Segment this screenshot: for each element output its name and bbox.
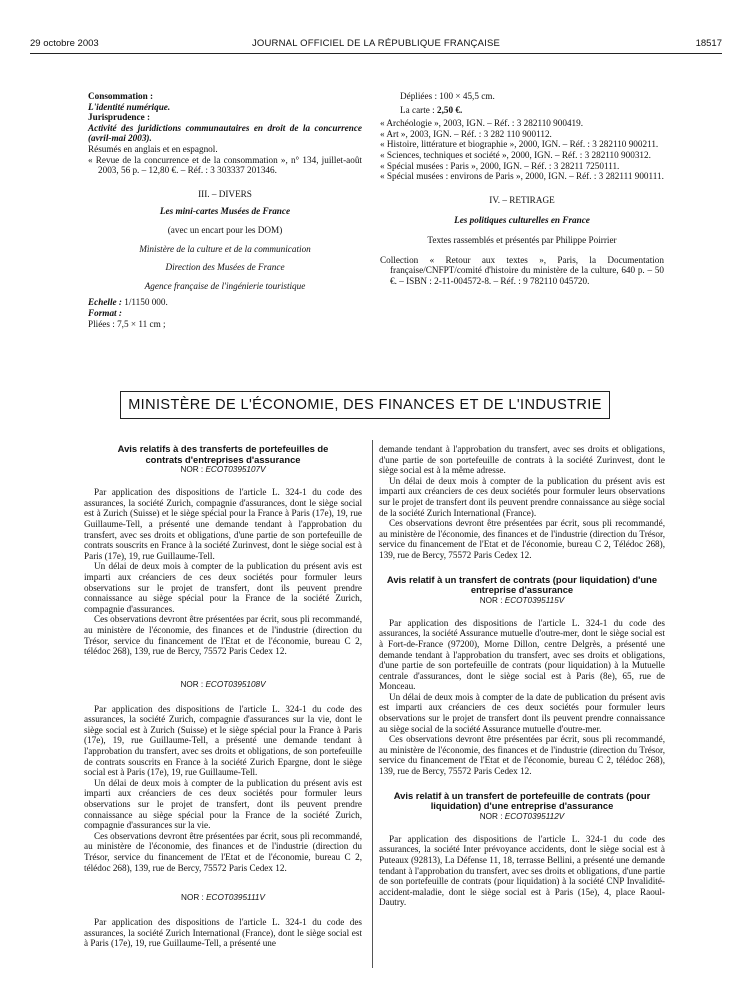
avis-title-contrats: Avis relatif à un transfert de contrats (pour liquidation) d'une entreprise d'assurance xyxy=(386,573,658,596)
nor-reference: NOR : ECOT0395111V xyxy=(181,893,265,903)
header-journal-title: JOURNAL OFFICIEL DE LA RÉPUBLIQUE FRANÇAISE xyxy=(251,38,501,49)
avis-title-transferts: Avis relatifs à des transferts de portefeuilles de contrats d'entreprises d'assurance xyxy=(117,443,329,465)
nor-code: ECOT0395108V xyxy=(205,679,266,689)
paragraph: Par application des dispositions de l'article L. 324-1 du code des assurances, la société Assurance mutuelle d'outre-mer, dont le siège social est à Fort-de-France (97200), Morne Dillon, centre Delgrès, a présenté une demande tendant à l'approbation du transfert, avec ses droits et obligations, d'une partie de son portefeuille de contrats (pour liquidation) à la Mutuelle centrale d'assurances, dont le siège social est à Paris (8e), 65, rue de Monceau. xyxy=(379,617,665,692)
consommation-label: Consommation : xyxy=(88,91,154,101)
paragraph: Ces observations devront être présentées par écrit, sous pli recommandé, au ministère de l'économie, des finances et de l'industrie (direction du Trésor, service du financement de l'Etat et de l'économie, bureau C 2, télédoc 268), 139, rue de Bercy, 75572 Paris Cedex 12. xyxy=(379,734,665,777)
paragraph: Un délai de deux mois à compter de la publication du présent avis est imparti aux créanciers de ces deux sociétés pour formuler leurs observations sur le projet de transfert dont ils peuvent prendre connaissance au siège social de la société Zurich International (France). xyxy=(379,475,665,518)
paragraph: Par application des dispositions de l'article L. 324-1 du code des assurances, la société Zurich, compagnie d'assurances, dont le siège social est à Zurich (Suisse) et le siège spécial pour la France à Paris (17e), 19, rue Guillaume-Tell, a présenté une demande tendant à l'approbation du transfert, avec ses droits et obligations, d'une partie de son portefeuille de contrats souscrits en France à la société Zurinvest, dont le siège social est à Paris (17e), 19, rue Guillaume-Tell. xyxy=(84,487,362,561)
nor-reference: NOR : ECOT0395112V xyxy=(479,811,565,821)
avis-title-portefeuille: Avis relatif à un transfert de portefeuille de contrats (pour liquidation) d'une entreprise d'assurance xyxy=(393,789,651,812)
map-item: « Histoire, littérature et biographie », 2000, IGN. – Réf. : 3 282110 900211. xyxy=(380,139,659,150)
map-item: « Spécial musées : Paris », 2000, IGN. – Réf. : 3 28211 7250111. xyxy=(380,160,620,171)
format-label: Format : xyxy=(88,307,122,318)
column-divider xyxy=(372,440,373,968)
paragraph: Par application des dispositions de l'article L. 324-1 du code des assurances, la société Zurich International (France), dont le siège social est à Paris (17e), 19, rue Guillaume-Tell, a présenté une xyxy=(84,917,362,949)
paragraph: Ces observations devront être présentées par écrit, sous pli recommandé, au ministère de l'économie, des finances et de l'industrie (direction du Trésor, service du financement de l'Etat et de l'économie, bureau C 2, télédoc 268), 139, rue de Bercy, 75572 Paris Cedex 12. xyxy=(84,830,362,873)
page-header xyxy=(30,38,722,52)
encart-note: (avec un encart pour les DOM) xyxy=(167,224,283,235)
nor-code: ECOT0395115V xyxy=(504,595,565,605)
divers-heading: III. – DIVERS xyxy=(198,188,252,199)
jurisprudence-label: Jurisprudence : xyxy=(88,112,151,123)
carte-label: La carte : xyxy=(400,104,437,115)
politiques-title: Les politiques culturelles en France xyxy=(454,215,590,226)
nor-reference: NOR : ECOT0395107V xyxy=(180,465,266,475)
header-rule xyxy=(30,53,722,54)
identite-title: L'identité numérique. xyxy=(88,101,171,112)
direction-musees: Direction des Musées de France xyxy=(165,262,285,273)
pliees-text: Pliées : 7,5 × 11 cm ; xyxy=(88,318,166,329)
map-item: « Art », 2003, IGN. – Réf. : 3 282 110 900112. xyxy=(380,128,552,139)
ministry-banner: MINISTÈRE DE L'ÉCONOMIE, DES FINANCES ET DE L'INDUSTRIE xyxy=(120,391,610,419)
map-item: « Sciences, techniques et société », 2000, IGN. – Réf. : 3 282110 900312. xyxy=(380,149,651,160)
top-right-column xyxy=(380,91,664,286)
revue-reference: « Revue de la concurrence et de la consommation », n° 134, juillet-août 2003, 56 p. – 12,80 €. – Réf. : 3 303337 201346. xyxy=(88,154,362,176)
resumes-text: Résumés en anglais et en espagnol. xyxy=(88,143,218,154)
paragraph: Par application des dispositions de l'article L. 324-1 du code des assurances, la société Zurich, compagnie d'assurances sur la vie, dont le siège social est à Zurich (Suisse) et le siège spécial pour la France à Paris (17e), 19, rue Guillaume-Tell, a présenté une demande tendant à l'approbation du transfert, avec ses droits et obligations, de son portefeuille de contrats souscrits en France à la société Zurich Epargne, dont le siège social est à Paris (17e), 19, rue Guillaume-Tell. xyxy=(84,703,362,778)
paragraph: Un délai de deux mois à compter de la publication du présent avis est imparti aux créanciers de ces deux sociétés pour formuler leurs observations sur le projet de transfert, dont ils peuvent prendre connaissance au siège spécial pour la France de la société Zurich, compagnie d'assurances. xyxy=(84,561,362,614)
depliees-text: Dépliées : 100 × 45,5 cm. xyxy=(400,91,495,101)
agence-ingenierie: Agence française de l'ingénierie touristique xyxy=(144,280,306,291)
textes-credits: Textes rassemblés et présentés par Philippe Poirrier xyxy=(427,234,617,245)
activite-title: Activité des juridictions communautaires en droit de la concurrence (avril-mai 2003). xyxy=(88,122,362,144)
map-item: « Spécial musées : environs de Paris », 2000, IGN. – Réf. : 3 282111 900111. xyxy=(380,171,664,182)
echelle-line xyxy=(88,297,362,308)
minicartes-title: Les mini-cartes Musées de France xyxy=(159,206,291,217)
ministere-culture: Ministère de la culture et de la communication xyxy=(139,243,311,254)
header-page-number: 18517 xyxy=(695,38,722,49)
collection-reference: Collection « Retour aux textes », Paris, la Documentation française/CNFPT/comité d'histoire du ministère de la culture, 640 p. – 50 €. – ISBN : 2-11-004572-8. – Réf. : 9 782110 045720. xyxy=(380,254,664,286)
paragraph: Ces observations devront être présentées par écrit, sous pli recommandé, au ministère de l'économie, des finances et de l'industrie (direction du Trésor, service du financement de l'Etat et de l'économie, bureau C 2, Télédoc 268), 139, rue de Bercy, 75572 Paris Cedex 12. xyxy=(379,518,665,560)
paragraph: Ces observations devront être présentées par écrit, sous pli recommandé, au ministère de l'économie, des finances et de l'industrie (direction du Trésor, service du financement de l'Etat et de l'économie, bureau C 2, télédoc 268), 139, rue de Bercy, 75572 Paris Cedex 12. xyxy=(84,614,362,657)
bottom-right-column xyxy=(379,444,665,908)
echelle-value: 1/1150 000. xyxy=(121,297,168,308)
nor-code: ECOT0395112V xyxy=(504,811,565,821)
paragraph: Par application des dispositions de l'article L. 324-1 du code des assurances, la société Inter prévoyance accidents, dont le siège social est à Puteaux (92813), La Défense 11, 18, terrasse Bellini, a présenté une demande tendant à l'approbation du transfert, avec ses droits et obligations, d'une partie de son portefeuille de contrats (pour liquidation) à la société CNP Invalidité-accident-maladie, dont le siège social est à Paris (15e), 4, place Raoul-Dautry. xyxy=(379,833,665,908)
carte-price: 2,50 €. xyxy=(436,104,463,115)
map-item: « Archéologie », 2003, IGN. – Réf. : 3 282110 900419. xyxy=(380,118,584,129)
echelle-label: Echelle : xyxy=(88,297,122,308)
header-date: 29 octobre 2003 xyxy=(30,38,99,49)
paragraph: Un délai de deux mois à compter de la publication du présent avis est imparti aux créanciers de ces deux sociétés pour formuler leurs observations sur le projet de transfert, dont ils peuvent prendre connaissance au siège spécial pour la France de la société Zurich, compagnie d'assurances sur la vie. xyxy=(84,777,362,831)
nor-reference: NOR : ECOT0395115V xyxy=(479,595,565,605)
nor-code: ECOT0395107V xyxy=(205,465,266,475)
carte-price-line xyxy=(380,105,664,116)
nor-code: ECOT0395111V xyxy=(206,893,265,903)
paragraph: demande tendant à l'approbation du transfert, avec ses droits et obligations, d'une partie de son portefeuille de contrats à la société Zurinvest, dont le siège social est à la même adresse. xyxy=(379,444,665,476)
top-left-column xyxy=(88,91,362,329)
paragraph: Un délai de deux mois à compter de la date de publication du présent avis est imparti aux créanciers de ces deux sociétés pour formuler leurs observations sur le projet de transfert dont ils peuvent prendre connaissance au siège social de la société Assurance mutuelle d'outre-mer. xyxy=(379,691,665,734)
retirage-heading: IV. – RETIRAGE xyxy=(489,194,555,205)
bottom-left-column xyxy=(84,444,362,949)
nor-reference: NOR : ECOT0395108V xyxy=(180,679,266,689)
